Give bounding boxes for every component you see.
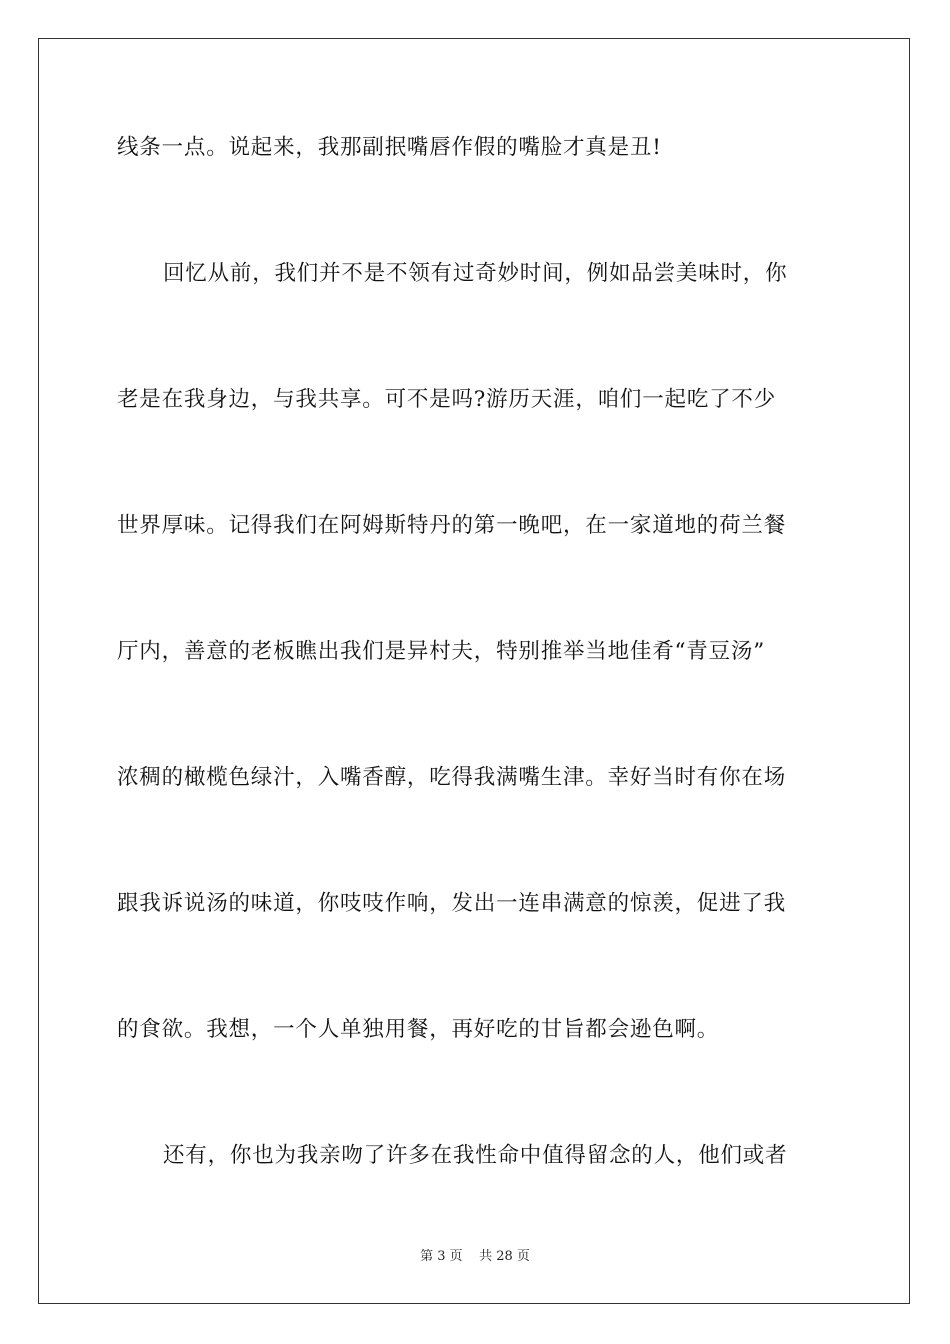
text-line-5: 厅内，善意的老板瞧出我们是异村夫，特别推举当地佳肴“青豆汤” xyxy=(117,639,765,664)
text-line-8: 的食欲。我想，一个人单独用餐，再好吃的甘旨都会逊色啊。 xyxy=(117,1017,720,1042)
text-line-7: 跟我诉说汤的味道，你吱吱作响，发出一连串满意的惊羡，促进了我 xyxy=(117,891,787,916)
text-line-3: 老是在我身边，与我共享。可不是吗?游历天涯，咱们一起吃了不少 xyxy=(117,387,777,412)
text-line-9: 还有，你也为我亲吻了许多在我性命中值得留念的人，他们或者 xyxy=(163,1143,788,1168)
text-line-2: 回忆从前，我们并不是不领有过奇妙时间，例如品尝美味时，你 xyxy=(163,261,788,286)
page-number-footer: 第 3 页 共 28 页 xyxy=(420,1249,530,1264)
page-border xyxy=(38,38,910,1304)
text-line-6: 浓稠的橄榄色绿汁，入嘴香醇，吃得我满嘴生津。幸好当时有你在场 xyxy=(117,765,787,790)
text-line-4: 世界厚味。记得我们在阿姆斯特丹的第一晚吧，在一家道地的荷兰餐 xyxy=(117,513,787,538)
text-line-1: 线条一点。说起来，我那副抿嘴唇作假的嘴脸才真是丑! xyxy=(117,135,662,160)
